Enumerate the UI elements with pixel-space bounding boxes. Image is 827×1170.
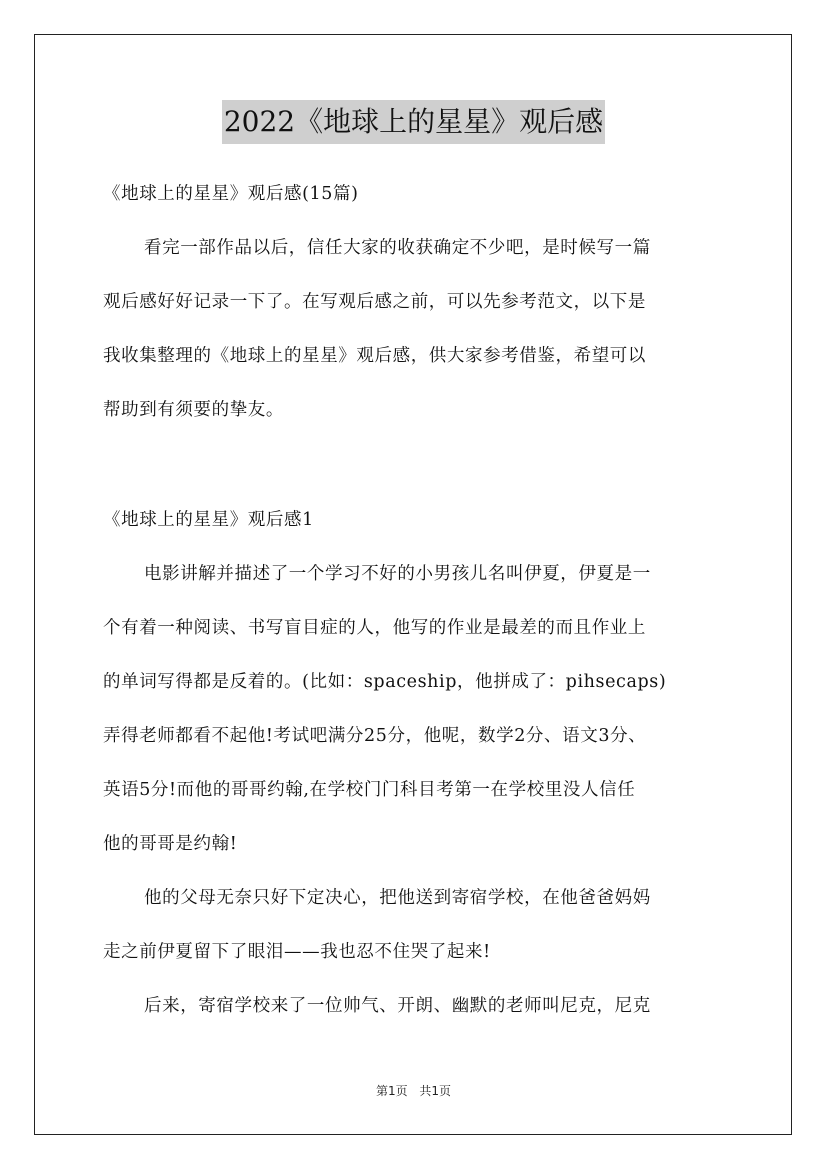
paragraph-line: 后来，寄宿学校来了一位帅气、开朗、幽默的老师叫尼克，尼克 [144, 996, 651, 1016]
paragraph-line: 他的父母无奈只好下定决心，把他送到寄宿学校，在他爸爸妈妈 [144, 888, 651, 908]
section-heading: 《地球上的星星》观后感1 [103, 510, 314, 530]
intro-line: 观后感好好记录一下了。在写观后感之前，可以先参考范文，以下是 [103, 292, 646, 312]
document-title: 2022《地球上的星星》观后感 [222, 100, 605, 144]
subtitle: 《地球上的星星》观后感(15篇) [103, 184, 359, 204]
intro-line: 帮助到有须要的挚友。 [103, 400, 284, 420]
page-total: 共1页 [419, 1084, 452, 1098]
paragraph-line: 走之前伊夏留下了眼泪——我也忍不住哭了起来! [103, 942, 491, 962]
intro-line: 我收集整理的《地球上的星星》观后感，供大家参考借鉴，希望可以 [103, 346, 646, 366]
paragraph-line: 英语5分!而他的哥哥约翰,在学校门门科目考第一在学校里没人信任 [103, 780, 636, 800]
paragraph-line: 的单词写得都是反着的。(比如：spaceship，他拼成了：pihsecaps) [103, 672, 667, 692]
intro-line: 看完一部作品以后，信任大家的收获确定不少吧，是时候写一篇 [144, 238, 651, 258]
title-container [0, 100, 827, 144]
section-spacer [103, 442, 743, 498]
paragraph-line: 个有着一种阅读、书写盲目症的人，他写的作业是最差的而且作业上 [103, 618, 646, 638]
document-body [103, 172, 743, 1038]
page-number: 第1页 [375, 1084, 408, 1098]
paragraph-line: 他的哥哥是约翰! [103, 834, 238, 854]
paragraph-line: 弄得老师都看不起他!考试吧满分25分，他呢，数学2分、语文3分、 [103, 726, 647, 746]
page-footer [0, 1082, 827, 1099]
paragraph-line: 电影讲解并描述了一个学习不好的小男孩儿名叫伊夏，伊夏是一 [144, 564, 651, 584]
